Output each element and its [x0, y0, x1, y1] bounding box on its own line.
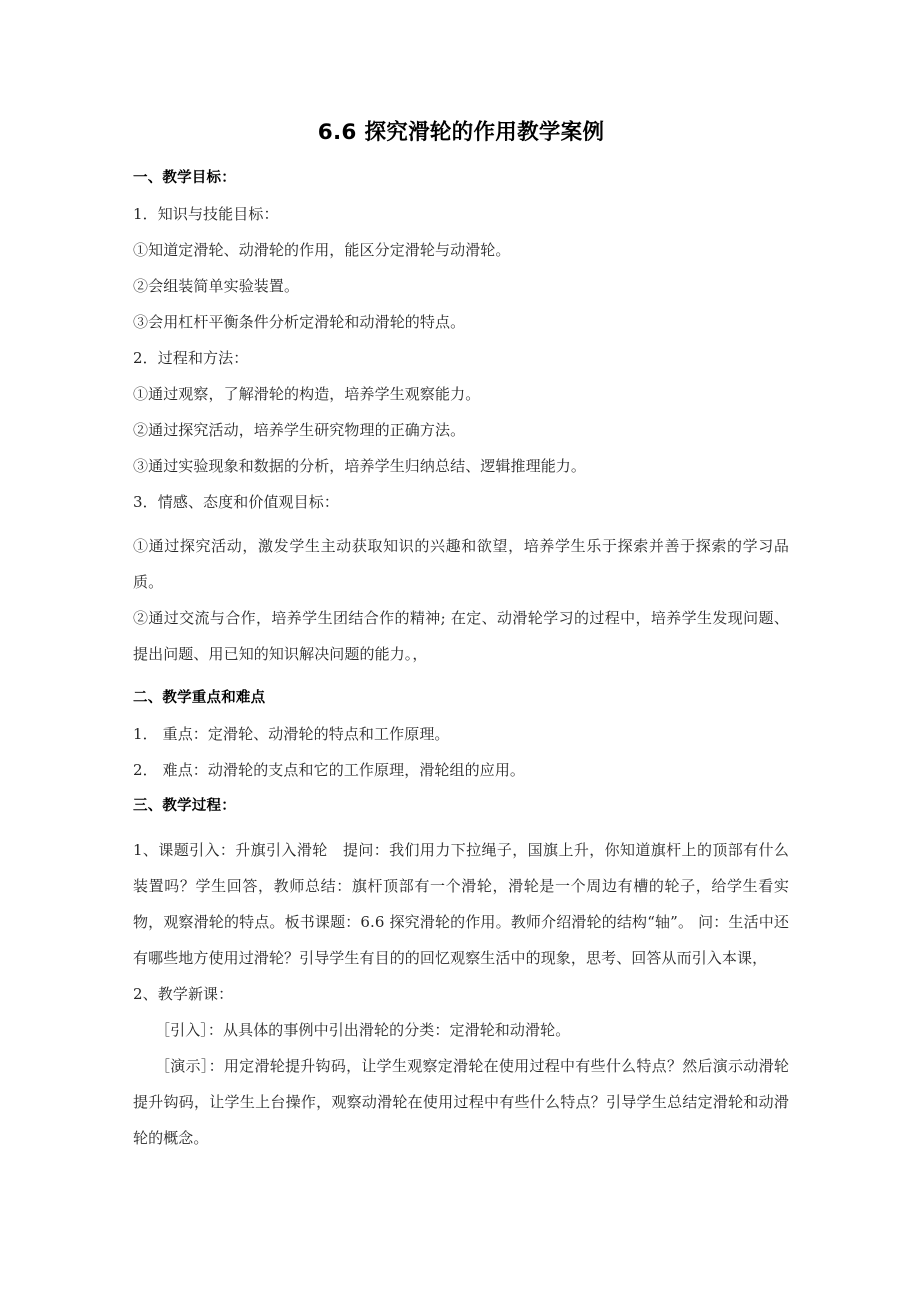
paragraph: ①通过探究活动，激发学生主动获取知识的兴趣和欲望，培养学生乐于探索并善于探索的学习品质。 — [133, 537, 789, 591]
paragraph: 1．知识与技能目标： — [133, 205, 279, 223]
paragraph: ②通过交流与合作，培养学生团结合作的精神; 在定、动滑轮学习的过程中，培养学生发现问题、提出问题、用已知的知识解决问题的能力。， — [133, 609, 789, 663]
paragraph: ［演示］：用定滑轮提升钩码，让学生观察定滑轮在使用过程中有些什么特点？然后演示动滑轮提升钩码，让学生上台操作，观察动滑轮在使用过程中有些什么特点？引导学生总结定滑轮和动滑轮的概念。 — [133, 1057, 789, 1147]
paragraph: ②会组装简单实验装置。 — [133, 277, 300, 295]
paragraph: ②通过探究活动，培养学生研究物理的正确方法。 — [133, 421, 466, 439]
paragraph: 1． 重点：定滑轮、动滑轮的特点和工作原理。 — [133, 725, 450, 743]
section-heading: 二、教学重点和难点 — [133, 690, 266, 706]
paragraph: ③会用杠杆平衡条件分析定滑轮和动滑轮的特点。 — [133, 313, 466, 331]
paragraph: ①知道定滑轮、动滑轮的作用，能区分定滑轮与动滑轮。 — [133, 241, 511, 259]
section-heading: 三、教学过程： — [133, 798, 236, 814]
paragraph: 2、教学新课： — [133, 985, 234, 1003]
section-teaching-process — [133, 796, 789, 1156]
paragraph: ［引入］：从具体的事例中引出滑轮的分类：定滑轮和动滑轮。 — [155, 1021, 571, 1039]
paragraph: 2．过程和方法： — [133, 349, 249, 367]
paragraph: 3．情感、态度和价值观目标： — [133, 493, 339, 511]
section-key-points — [133, 688, 789, 780]
paragraph: ①通过观察，了解滑轮的构造，培养学生观察能力。 — [133, 385, 481, 403]
document-content — [133, 0, 789, 1156]
page-title: 6.6 探究滑轮的作用教学案例 — [317, 120, 605, 145]
section-teaching-goals — [133, 168, 789, 672]
paragraph: 1、课题引入：升旗引入滑轮 提问：我们用力下拉绳子，国旗上升，你知道旗杆上的顶部有什么装置吗？学生回答，教师总结：旗杆顶部有一个滑轮，滑轮是一个周边有槽的轮子，给学生看实物，观察滑轮的特点。板书课题：6.6 探究滑轮的作用。教师介绍滑轮的结构“轴”。 问：生活中还有哪些地方使用过滑轮？引导学生有目的的回忆观察生活中的现象，思考、回答从而引入本课， — [133, 841, 789, 967]
section-heading: 一、教学目标： — [133, 170, 236, 186]
paragraph: 2． 难点：动滑轮的支点和它的工作原理，滑轮组的应用。 — [133, 761, 526, 779]
paragraph: ③通过实验现象和数据的分析，培养学生归纳总结、逻辑推理能力。 — [133, 457, 587, 475]
